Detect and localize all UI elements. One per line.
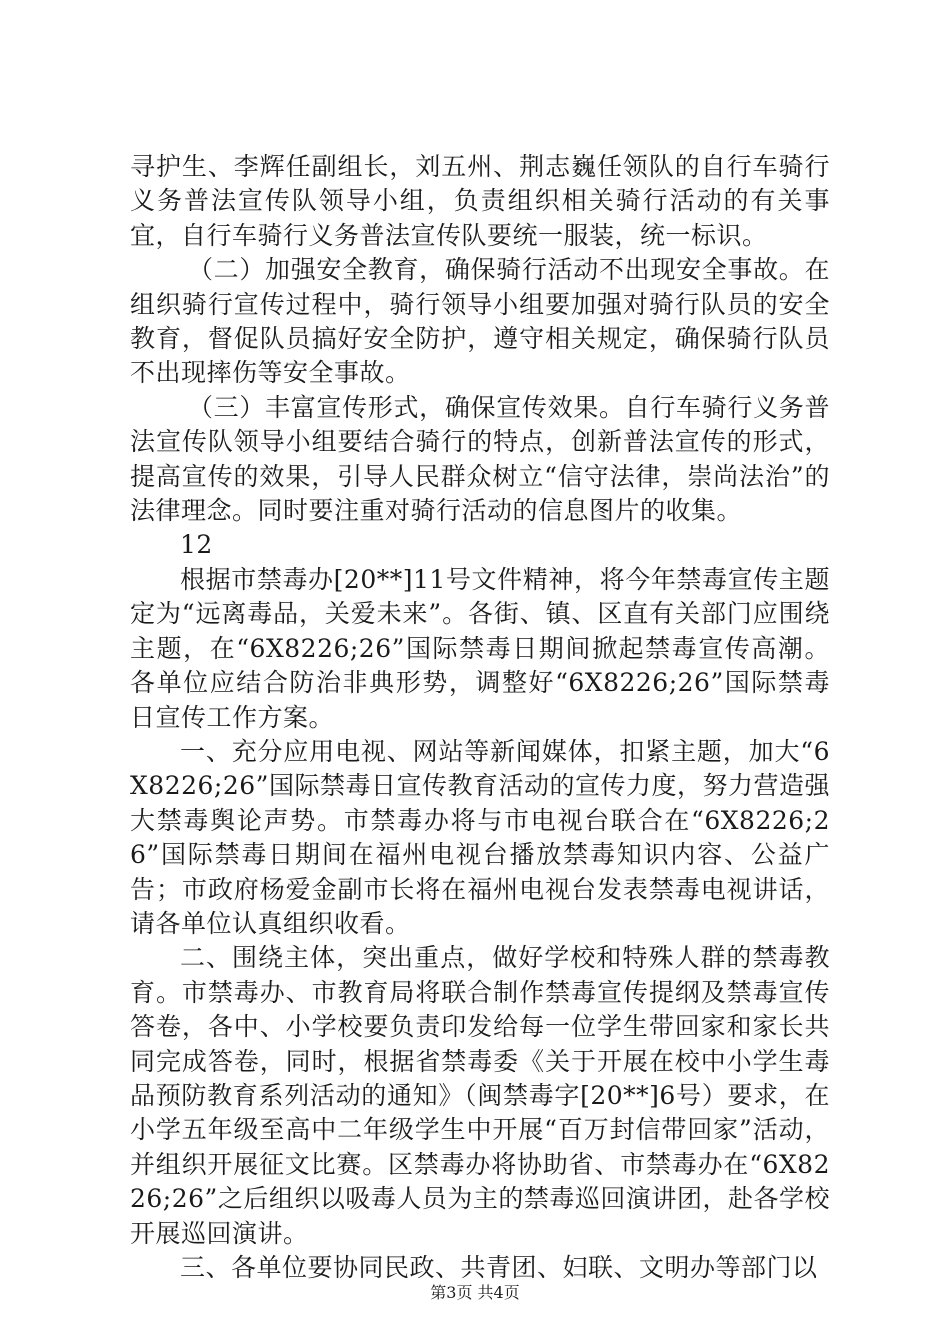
page-footer: 第3页 共4页 [430,1283,520,1302]
document-body [130,150,830,1285]
section-number: 12 [180,530,213,560]
paragraph-3: （三）丰富宣传形式，确保宣传效果。自行车骑行义务普法宣传队领导小组要结合骑行的特点，创新普法宣传的形式，提高宣传的效果，引导人民群众树立“信守法律，崇尚法治”的法律理念。同时要注重对骑行活动的信息图片的收集。 [130,392,830,526]
paragraph-1: 寻护生、李辉任副组长，刘五州、荆志巍任领队的自行车骑行义务普法宣传队领导小组，负责组织相关骑行活动的有关事宜，自行车骑行义务普法宣传队要统一服装，统一标识。 [130,152,830,250]
paragraph-6: 二、围绕主体，突出重点，做好学校和特殊人群的禁毒教育。市禁毒办、市教育局将联合制作禁毒宣传提纲及禁毒宣传答卷，各中、小学校要负责印发给每一位学生带回家和家长共同完成答卷，同时，根据省禁毒委《关于开展在校中小学生毒品预防教育系列活动的通知》（闽禁毒字[20**]6号）要求，在小学五年级至高中二年级学生中开展“百万封信带回家”活动，并组织开展征文比赛。区禁毒办将协助省、市禁毒办在“6X8226;26”之后组织以吸毒人员为主的禁毒巡回演讲团，赴各学校开展巡回演讲。 [130,943,830,1248]
paragraph-4: 根据市禁毒办[20**]11号文件精神，将今年禁毒宣传主题定为“远离毒品，关爱未来”。各街、镇、区直有关部门应围绕主题，在“6X8226;26”国际禁毒日期间掀起禁毒宣传高潮。各单位应结合防治非典形势，调整好“6X8226;26”国际禁毒日宣传工作方案。 [130,564,830,732]
paragraph-7: 三、各单位要协同民政、共青团、妇联、文明办等部门以 [180,1253,818,1282]
paragraph-2: （二）加强安全教育，确保骑行活动不出现安全事故。在组织骑行宣传过程中，骑行领导小组要加强对骑行队员的安全教育，督促队员搞好安全防护，遵守相关规定，确保骑行队员不出现摔伤等安全事故。 [130,255,830,388]
paragraph-5: 一、充分应用电视、网站等新闻媒体，扣紧主题，加大“6X8226;26”国际禁毒日宣传教育活动的宣传力度，努力营造强大禁毒舆论声势。市禁毒办将与市电视台联合在“6X8226;26”国际禁毒日期间在福州电视台播放禁毒知识内容、公益广告；市政府杨爱金副市长将在福州电视台发表禁毒电视讲话，请各单位认真组织收看。 [130,736,830,938]
